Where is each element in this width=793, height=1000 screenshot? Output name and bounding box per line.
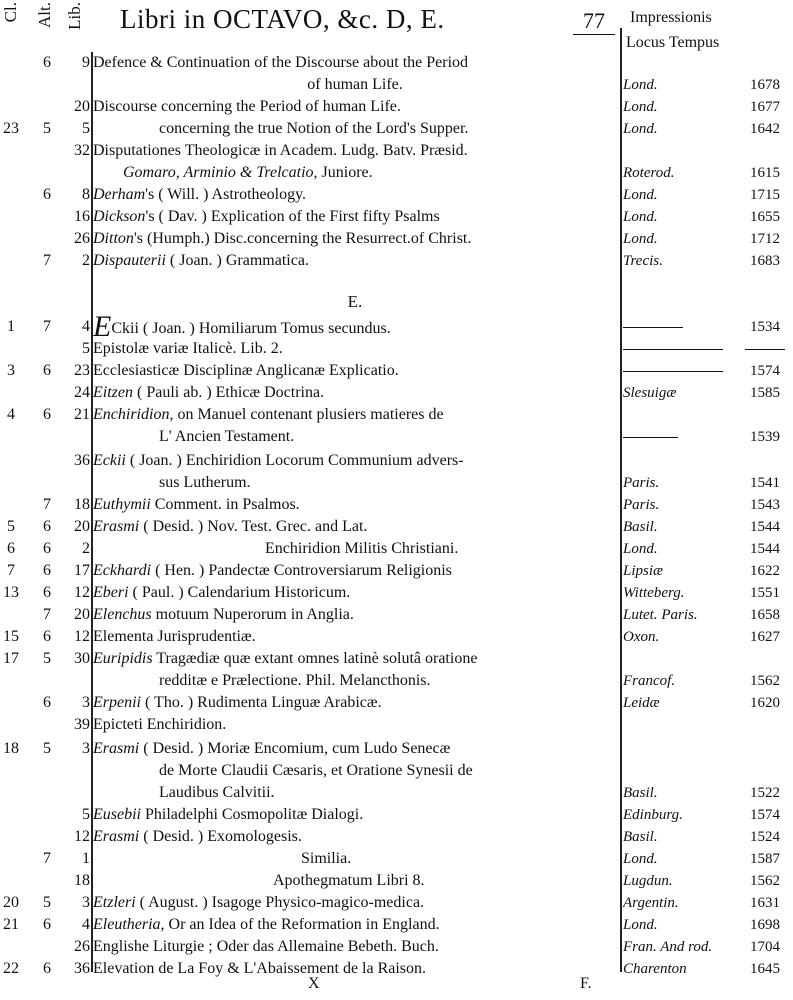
class-number: 1 — [7, 318, 15, 335]
book-title-text: Ckii ( Joan. ) Homiliarum Tomus secundus. — [111, 320, 391, 337]
imprint-year: 1704 — [750, 939, 780, 955]
book-number: 16 — [74, 208, 90, 225]
imprint-year: 1712 — [750, 231, 780, 247]
imprint-year: 1715 — [750, 187, 780, 203]
imprint-place: Lutet. Paris. — [623, 607, 698, 623]
book-title: de Morte Claudii Cæsaris, et Oratione Synesii de — [159, 762, 473, 779]
catalogue-entry — [0, 472, 793, 494]
class-number: 23 — [3, 120, 19, 137]
shelf-alt-number: 6 — [43, 518, 51, 535]
catalogue-entry — [0, 426, 793, 448]
book-title: Dickson's ( Dav. ) Explication of the First fifty Psalms — [93, 208, 440, 225]
imprint-place: Basil. — [623, 829, 658, 845]
book-number: 8 — [82, 186, 90, 203]
catalogue-entry — [0, 826, 793, 848]
imprint-place: Argentin. — [623, 895, 679, 911]
imprint-year: 1631 — [750, 895, 780, 911]
book-title: Discourse concerning the Period of human Life. — [93, 98, 401, 115]
book-title — [93, 316, 617, 340]
shelf-alt-number: 6 — [43, 406, 51, 423]
imprint-year: 1620 — [750, 695, 780, 711]
book-title: Eberi ( Paul. ) Calendarium Historicum. — [93, 584, 351, 601]
book-number: 5 — [82, 340, 90, 357]
class-number: 18 — [3, 740, 19, 757]
catalogue-entry — [0, 74, 793, 96]
book-number: 21 — [74, 406, 90, 423]
catalogue-entry — [0, 140, 793, 162]
column-header-impressionis: Impressionis — [630, 9, 712, 26]
shelf-alt-number: 6 — [43, 916, 51, 933]
section-heading-e: E. — [347, 292, 363, 311]
imprint-year: 1562 — [750, 673, 780, 689]
imprint-year: 1574 — [750, 807, 780, 823]
book-number: 5 — [82, 120, 90, 137]
page-title: Libri in OCTAVO, &c. D, E. — [120, 4, 445, 34]
catalogue-entry — [0, 338, 793, 360]
catalogue-entry — [0, 714, 793, 736]
book-title: Gomaro, Arminio & Trelcatio, Juniore. — [123, 164, 373, 181]
catalogue-entry — [0, 382, 793, 404]
book-title: Euthymii Comment. in Psalmos. — [93, 496, 300, 513]
class-number: 22 — [3, 960, 19, 977]
shelf-alt-number: 6 — [43, 694, 51, 711]
initial-letter: E — [93, 316, 112, 340]
book-number: 12 — [74, 828, 90, 845]
book-number: 4 — [82, 318, 90, 335]
catalogue-entry — [0, 538, 793, 560]
imprint-year: 1534 — [750, 319, 780, 335]
book-number: 9 — [82, 54, 90, 71]
catalogue-entry — [0, 804, 793, 826]
catalogue-entry — [0, 360, 793, 382]
imprint-place: Fran. And rod. — [623, 939, 713, 955]
imprint-place: Charenton — [623, 961, 687, 977]
book-number: 23 — [74, 362, 90, 379]
catalogue-entry — [0, 560, 793, 582]
book-number: 3 — [82, 694, 90, 711]
book-title: Elenchus motuum Nuperorum in Anglia. — [93, 606, 354, 623]
shelf-alt-number: 5 — [43, 894, 51, 911]
catalogue-entry — [0, 516, 793, 538]
shelf-alt-number: 7 — [43, 850, 51, 867]
shelf-alt-number: 6 — [43, 584, 51, 601]
book-number: 2 — [82, 252, 90, 269]
shelf-alt-number: 7 — [43, 318, 51, 335]
imprint-place: Witteberg. — [623, 585, 685, 601]
imprint-year: 1541 — [750, 475, 780, 491]
ditto-rule — [623, 371, 723, 372]
imprint-place — [623, 426, 743, 448]
class-number: 20 — [3, 894, 19, 911]
catalogue-entry — [0, 760, 793, 782]
imprint-place: Edinburg. — [623, 807, 683, 823]
imprint-year: 1524 — [750, 829, 780, 845]
page-header — [0, 0, 793, 52]
catalogue-entry — [0, 738, 793, 760]
imprint-year: 1539 — [750, 429, 780, 445]
imprint-place: Paris. — [623, 475, 660, 491]
imprint-year: 1585 — [750, 385, 780, 401]
class-number: 17 — [3, 650, 19, 667]
class-number: 21 — [3, 916, 19, 933]
shelf-alt-number: 7 — [43, 606, 51, 623]
book-number: 3 — [82, 894, 90, 911]
catalogue-entry — [0, 52, 793, 74]
catalogue-entry — [0, 692, 793, 714]
book-number: 20 — [74, 518, 90, 535]
book-number: 5 — [82, 806, 90, 823]
book-title: Erasmi ( Desid. ) Nov. Test. Grec. and Lat. — [93, 518, 368, 535]
book-number: 20 — [74, 98, 90, 115]
class-number: 7 — [7, 562, 15, 579]
book-title: of human Life. — [307, 76, 403, 93]
shelf-alt-number: 7 — [43, 252, 51, 269]
book-number: 18 — [74, 496, 90, 513]
imprint-year — [740, 338, 790, 360]
catalogue-entry — [0, 404, 793, 426]
book-number: 1 — [82, 850, 90, 867]
book-title: Dispauterii ( Joan. ) Grammatica. — [93, 252, 309, 269]
book-number: 24 — [74, 384, 90, 401]
class-number: 5 — [7, 518, 15, 535]
imprint-place: Lond. — [623, 77, 658, 93]
shelf-alt-number: 7 — [43, 496, 51, 513]
shelf-alt-number: 6 — [43, 362, 51, 379]
catalogue-entry — [0, 648, 793, 670]
column-header-alt: Alt. — [35, 2, 54, 28]
catalogue-entry — [0, 626, 793, 648]
shelf-alt-number: 5 — [43, 120, 51, 137]
imprint-place — [623, 338, 743, 360]
catalogue-entry — [0, 228, 793, 250]
book-title: Ditton's (Humph.) Disc.concerning the Resurrect.of Christ. — [93, 230, 472, 247]
book-number: 3 — [82, 740, 90, 757]
shelf-alt-number: 6 — [43, 562, 51, 579]
book-number: 39 — [74, 716, 90, 733]
shelf-alt-number: 6 — [43, 186, 51, 203]
book-number: 30 — [74, 650, 90, 667]
shelf-alt-number: 5 — [43, 650, 51, 667]
imprint-place: Paris. — [623, 497, 660, 513]
book-title: Defence & Continuation of the Discourse about the Period — [93, 54, 469, 71]
imprint-year: 1627 — [750, 629, 780, 645]
imprint-year: 1698 — [750, 917, 780, 933]
catalogue-entry — [0, 670, 793, 692]
catalogue-entry — [0, 162, 793, 184]
catchword-f: F. — [580, 975, 592, 992]
imprint-year: 1543 — [750, 497, 780, 513]
catalogue-entry — [0, 450, 793, 472]
imprint-place — [623, 360, 743, 382]
book-title: Etzleri ( August. ) Isagoge Physico-magico-medica. — [93, 894, 425, 911]
shelf-alt-number: 6 — [43, 54, 51, 71]
page-footer — [0, 975, 793, 997]
catalogue-entry — [0, 316, 793, 338]
imprint-year: 1658 — [750, 607, 780, 623]
imprint-place: Trecis. — [623, 253, 663, 269]
imprint-place: Slesuigæ — [623, 385, 677, 401]
book-number: 26 — [74, 938, 90, 955]
imprint-place: Lond. — [623, 121, 658, 137]
class-number: 13 — [3, 584, 19, 601]
book-title: Disputationes Theologicæ in Academ. Ludg. Batv. Præsid. — [93, 142, 468, 159]
book-number: 32 — [74, 142, 90, 159]
book-title: Eitzen ( Pauli ab. ) Ethicæ Doctrina. — [93, 384, 325, 401]
imprint-year: 1544 — [750, 519, 780, 535]
shelf-alt-number: 6 — [43, 540, 51, 557]
book-title: Epistolæ variæ Italicè. Lib. 2. — [93, 340, 283, 357]
book-title: concerning the true Notion of the Lord's Supper. — [159, 120, 469, 137]
imprint-year: 1551 — [750, 585, 780, 601]
imprint-place: Lond. — [623, 187, 658, 203]
column-header-locus-tempus: Locus Tempus — [626, 34, 720, 51]
catalogue-entry — [0, 118, 793, 140]
imprint-place: Oxon. — [623, 629, 660, 645]
column-header-cl: Cl. — [1, 2, 20, 23]
book-number: 12 — [74, 628, 90, 645]
class-number: 6 — [7, 540, 15, 557]
catalogue-entry — [0, 914, 793, 936]
catalogue-entry — [0, 96, 793, 118]
book-title: sus Lutherum. — [159, 474, 251, 491]
book-title: Epicteti Enchiridion. — [93, 716, 227, 733]
book-title: Euripidis Tragædiæ quæ extant omnes latinè solutâ oratione — [93, 650, 478, 667]
shelf-alt-number: 6 — [43, 960, 51, 977]
book-number: 4 — [82, 916, 90, 933]
imprint-year: 1562 — [750, 873, 780, 889]
catalogue-entry — [0, 892, 793, 914]
imprint-place: Basil. — [623, 785, 658, 801]
page-number: 77 — [573, 8, 615, 35]
class-number: 15 — [3, 628, 19, 645]
imprint-place: Lipsiæ — [623, 563, 664, 579]
book-title: Erasmi ( Desid. ) Moriæ Encomium, cum Ludo Senecæ — [93, 740, 451, 757]
book-number: 36 — [74, 452, 90, 469]
book-title: Apothegmatum Libri 8. — [273, 872, 425, 889]
imprint-place: Francof. — [623, 673, 676, 689]
book-number: 2 — [82, 540, 90, 557]
book-title: Similia. — [301, 850, 352, 867]
book-title: Elementa Jurisprudentiæ. — [93, 628, 256, 645]
book-title: Eckii ( Joan. ) Enchiridion Locorum Communium advers- — [93, 452, 464, 469]
imprint-place: Lond. — [623, 541, 658, 557]
column-header-lib: Lib. — [65, 2, 84, 30]
catalogue-entry — [0, 184, 793, 206]
imprint-place: Lond. — [623, 231, 658, 247]
book-title: Laudibus Calvitii. — [159, 784, 275, 801]
imprint-year: 1544 — [750, 541, 780, 557]
book-title: Ecclesiasticæ Disciplinæ Anglicanæ Explicatio. — [93, 362, 399, 379]
book-title: Eckhardi ( Hen. ) Pandectæ Controversiarum Religionis — [93, 562, 452, 579]
ditto-rule — [623, 327, 683, 328]
book-title: Erpenii ( Tho. ) Rudimenta Linguæ Arabicæ. — [93, 694, 382, 711]
book-title: Elevation de La Foy & L'Abaissement de la Raison. — [93, 960, 427, 977]
imprint-place: Leidæ — [623, 695, 660, 711]
catalogue-entry — [0, 782, 793, 804]
imprint-year: 1522 — [750, 785, 780, 801]
book-title: redditæ e Prælectione. Phil. Melancthonis. — [159, 672, 431, 689]
imprint-year: 1678 — [750, 77, 780, 93]
ditto-rule — [623, 437, 678, 438]
imprint-place: Lond. — [623, 917, 658, 933]
catalogue-entry — [0, 206, 793, 228]
imprint-place: Lond. — [623, 209, 658, 225]
book-title: Derham's ( Will. ) Astrotheology. — [93, 186, 307, 203]
imprint-year: 1574 — [750, 363, 780, 379]
imprint-year: 1655 — [750, 209, 780, 225]
book-number: 36 — [74, 960, 90, 977]
book-number: 18 — [74, 872, 90, 889]
imprint-year: 1622 — [750, 563, 780, 579]
imprint-year: 1587 — [750, 851, 780, 867]
catalogue-entry — [0, 494, 793, 516]
shelf-alt-number: 6 — [43, 628, 51, 645]
ditto-rule — [623, 349, 723, 350]
book-title: Englishe Liturgie ; Oder das Allemaine Bebeth. Buch. — [93, 938, 439, 955]
catalogue-entry — [0, 936, 793, 958]
imprint-year: 1677 — [750, 99, 780, 115]
book-number: 17 — [74, 562, 90, 579]
imprint-year: 1642 — [750, 121, 780, 137]
catalogue-entry — [0, 604, 793, 626]
book-title: Eusebii Philadelphi Cosmopolitæ Dialogi. — [93, 806, 364, 823]
book-title: Erasmi ( Desid. ) Exomologesis. — [93, 828, 302, 845]
book-number: 26 — [74, 230, 90, 247]
catalogue-entry — [0, 870, 793, 892]
imprint-place: Roterod. — [623, 165, 675, 181]
imprint-year: 1683 — [750, 253, 780, 269]
book-title: Enchiridion Militis Christiani. — [265, 540, 459, 557]
catchword-x: X — [308, 975, 320, 992]
ditto-rule — [745, 349, 785, 350]
catalogue-entry — [0, 582, 793, 604]
imprint-year: 1615 — [750, 165, 780, 181]
catalogue-entry — [0, 250, 793, 272]
class-number: 3 — [7, 362, 15, 379]
imprint-place: Lond. — [623, 851, 658, 867]
book-number: 12 — [74, 584, 90, 601]
imprint-place: Lond. — [623, 99, 658, 115]
imprint-year: 1645 — [750, 961, 780, 977]
imprint-place: Basil. — [623, 519, 658, 535]
imprint-place — [623, 316, 743, 338]
book-title: Enchiridion, on Manuel contenant plusiers matieres de — [93, 406, 444, 423]
class-number: 4 — [7, 406, 15, 423]
book-number: 20 — [74, 606, 90, 623]
catalogue-entry — [0, 848, 793, 870]
book-title: L' Ancien Testament. — [159, 428, 295, 445]
book-title: Eleutheria, Or an Idea of the Reformation in England. — [93, 916, 440, 933]
shelf-alt-number: 5 — [43, 740, 51, 757]
imprint-place: Lugdun. — [623, 873, 673, 889]
